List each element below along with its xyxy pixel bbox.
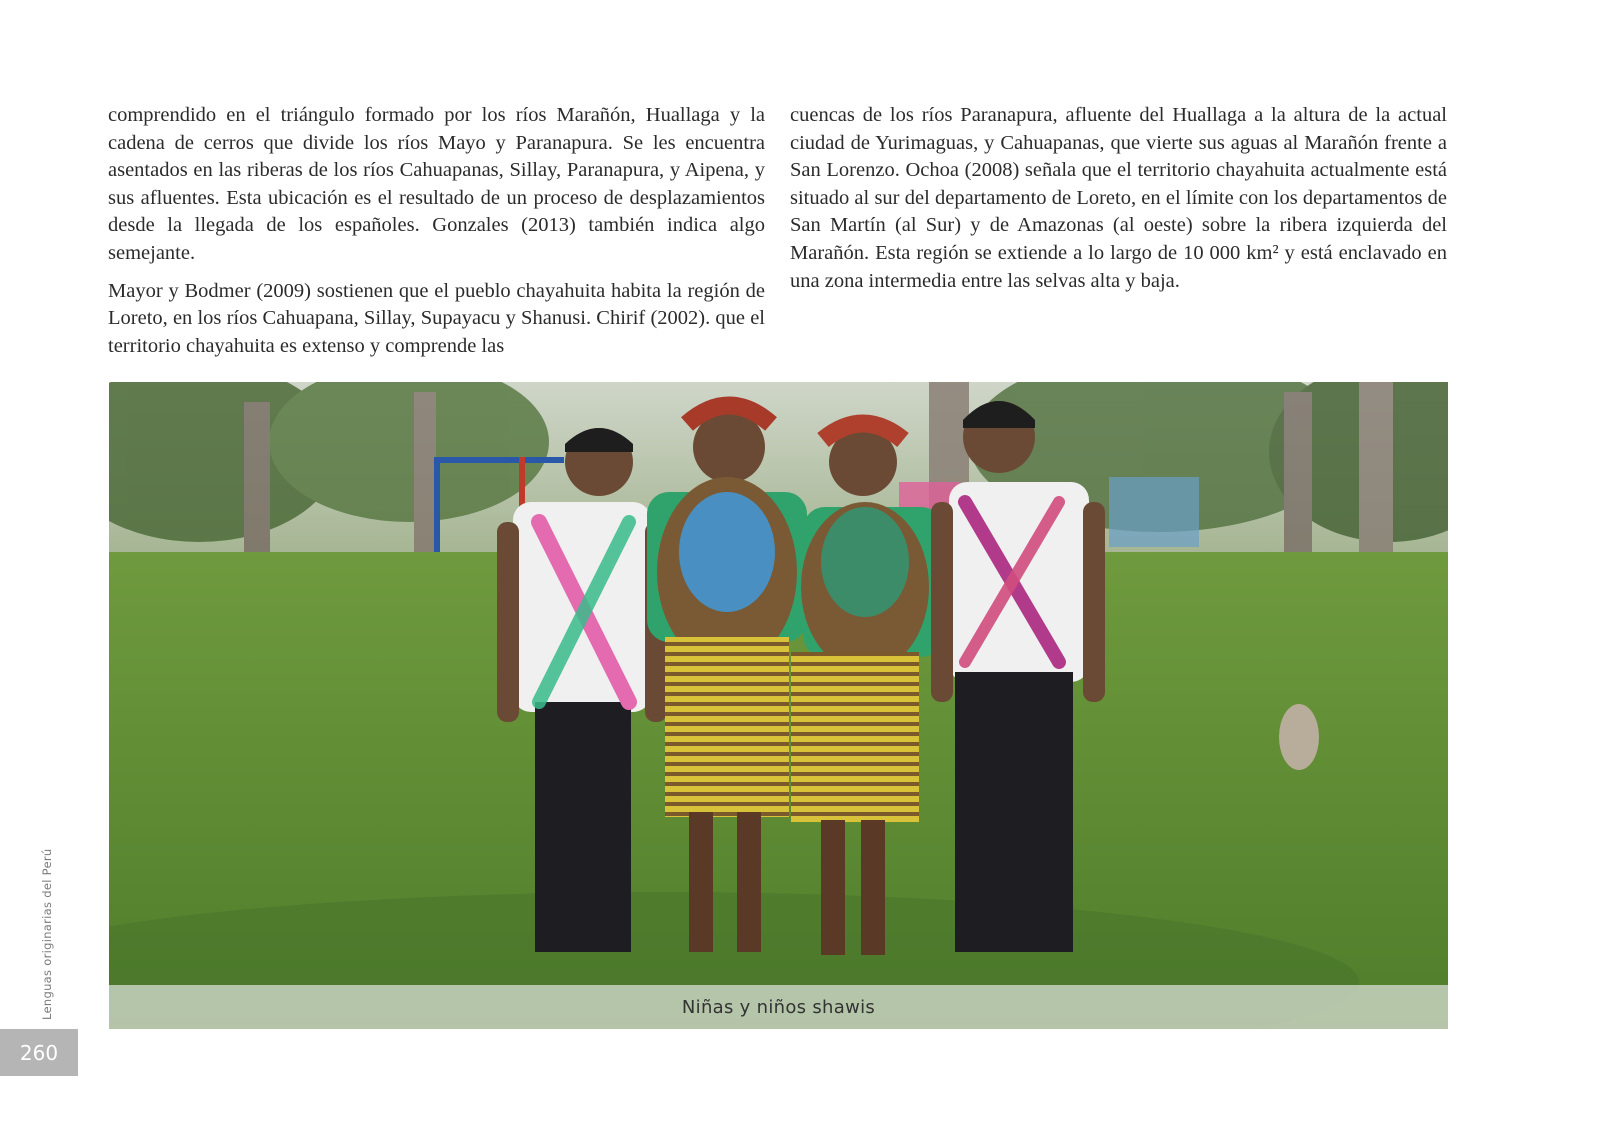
page-number: 260	[19, 1040, 59, 1065]
right-paragraph-1: cuencas de los ríos Paranapura, afluente del Huallaga a la altura de la actual ciudad de Yurimaguas, y Cahuapanas, que vierte sus aguas al Marañón frente a San Lorenzo. Ochoa (2008) señala que el territorio chayahuita actualmente está situado al sur del departamento de Loreto, en el límite con los departamentos de San Martín (al Sur) y de Amazonas (al oeste) sobre la ribera izquierda del Marañón. Esta región se extiende a lo largo de 10 000 km² y está enclavado en una zona intermedia entre las selvas alta y baja.	[790, 104, 1447, 292]
photo-children-shawis	[109, 382, 1448, 1029]
page-number-box	[0, 1029, 78, 1076]
right-text-column	[790, 102, 1447, 305]
left-paragraph-2: Mayor y Bodmer (2009) sostienen que el pueblo chayahuita habita la región de Loreto, en los ríos Cahuapana, Sillay, Supayacu y Shanusi. Chirif (2002). que el territorio chayahuita es extenso y comprende las	[108, 279, 765, 357]
book-title-side-label: Lenguas originarias del Perú	[40, 848, 54, 1020]
photo-caption-bar	[109, 985, 1448, 1029]
left-paragraph-1: comprendido en el triángulo formado por los ríos Marañón, Huallaga y la cadena de cerros que divide los ríos Mayo y Paranapura. Se les encuentra asentados en las riberas de los ríos Cahuapanas, Sillay, Paranapura, y Aipena, y sus afluentes. Esta ubicación es el resultado de un proceso de desplazamientos desde la llegada de los españoles. Gonzales (2013) también indica algo semejante.	[108, 104, 765, 264]
photo-caption: Niñas y niños shawis	[681, 996, 876, 1018]
left-text-column	[108, 102, 765, 370]
